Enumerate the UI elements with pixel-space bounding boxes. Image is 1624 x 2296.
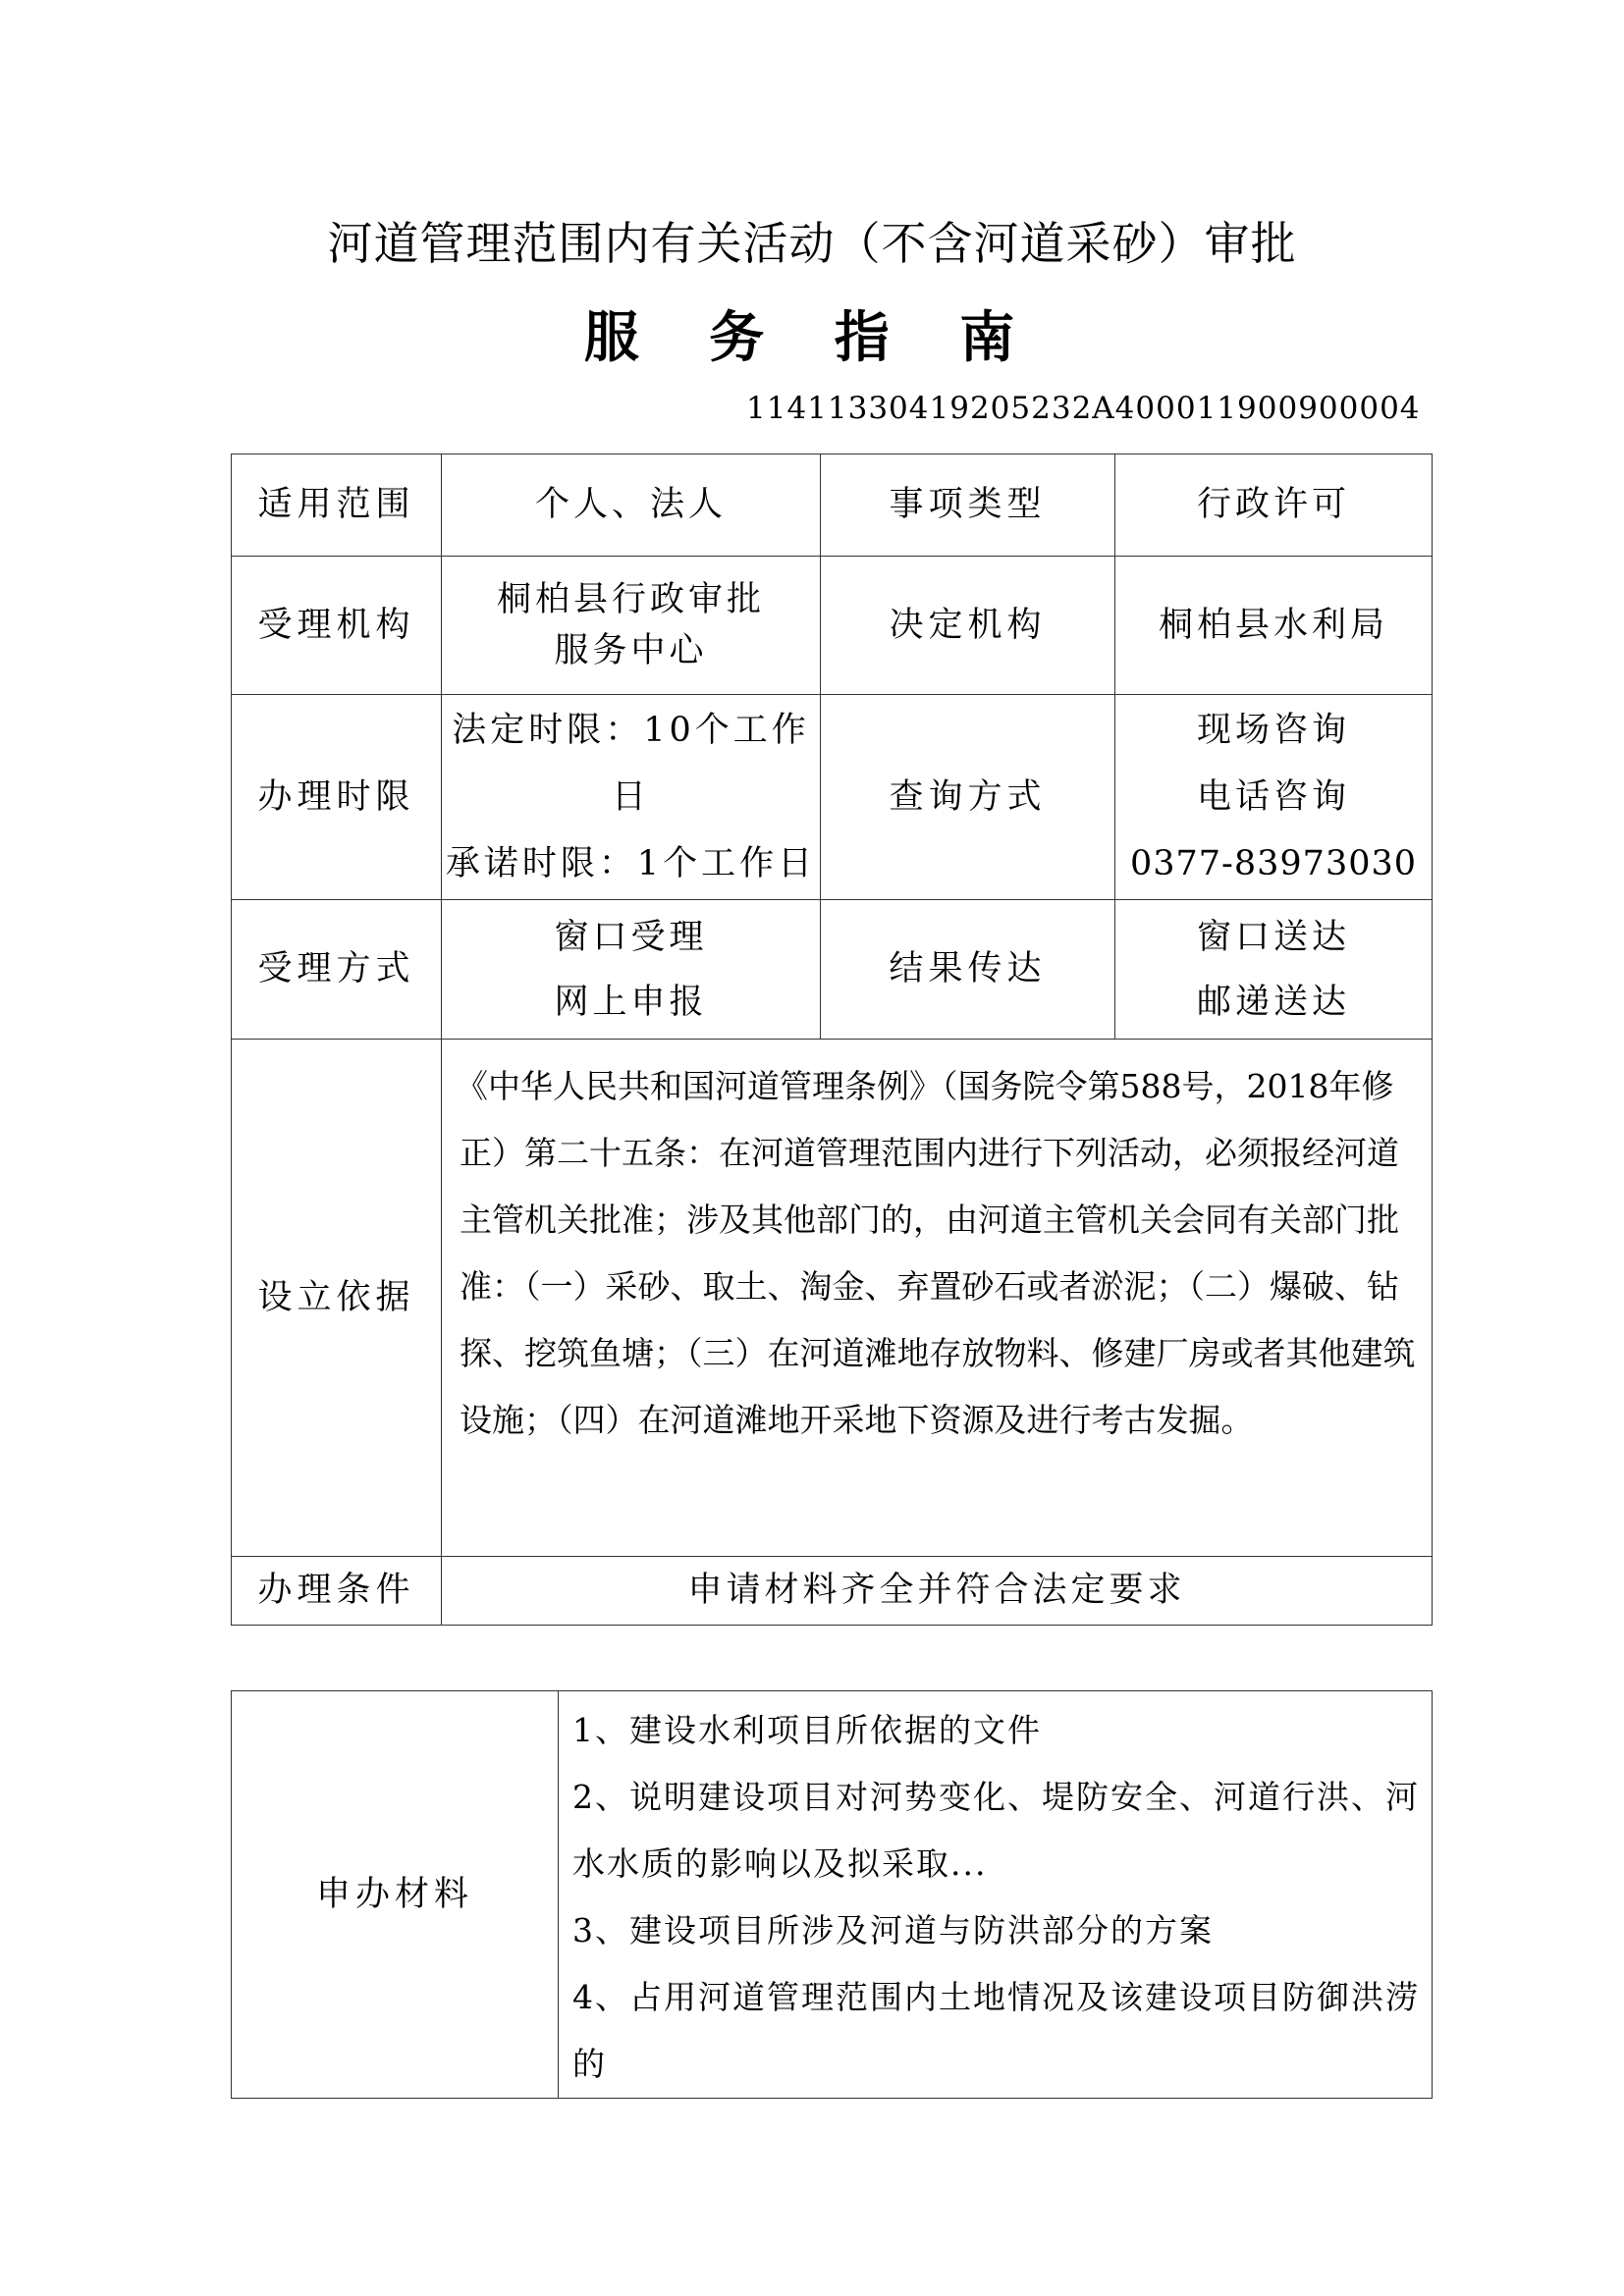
table-row bbox=[232, 900, 1433, 1040]
table-row bbox=[232, 454, 1433, 557]
accept-org-line1: 桐柏县行政审批 bbox=[496, 579, 765, 619]
legal-basis-text: 《中华人民共和国河道管理条例》（国务院令第588号，2018年修正）第二十五条：在河道管理范围内进行下列活动，必须报经河道主管机关批准；涉及其他部门的，由河道主管机关会同有关部门批准：（一）采砂、取土、淘金、弃置砂石或者淤泥；（二）爆破、钻探、挖筑鱼塘；（三）在河道滩地存放物料、修建厂房或者其他建筑设施；（四）在河道滩地开采地下资源及进行考古发掘。 bbox=[442, 1040, 1433, 1557]
conditions-value: 申请材料齐全并符合法定要求 bbox=[442, 1557, 1433, 1626]
service-info-table bbox=[231, 454, 1433, 1626]
materials-table bbox=[231, 1690, 1433, 2099]
query-method-value bbox=[1115, 695, 1433, 900]
time-limit-value bbox=[442, 695, 821, 900]
accept-org-value bbox=[442, 557, 821, 695]
document-subtitle: 服 务 指 南 bbox=[583, 306, 1041, 370]
materials-list bbox=[559, 1691, 1433, 2099]
table-row bbox=[232, 557, 1433, 695]
type-label: 事项类型 bbox=[821, 454, 1115, 557]
result-delivery-value bbox=[1115, 900, 1433, 1040]
list-item: 3、建设项目所涉及河道与防洪部分的方案 bbox=[572, 1911, 1214, 1949]
onsite-consult: 现场咨询 bbox=[1196, 711, 1350, 750]
accept-method-value bbox=[442, 900, 821, 1040]
table-row bbox=[232, 1691, 1433, 2099]
window-accept: 窗口受理 bbox=[554, 917, 708, 957]
window-delivery: 窗口送达 bbox=[1196, 917, 1350, 957]
document-title: 河道管理范围内有关活动（不含河道采砂）审批 bbox=[327, 217, 1297, 270]
type-value: 行政许可 bbox=[1115, 454, 1433, 557]
item-code: 11411330419205232A400011900900004 bbox=[746, 391, 1421, 426]
decide-org-label: 决定机构 bbox=[821, 557, 1115, 695]
list-item: 1、建设水利项目所依据的文件 bbox=[572, 1711, 1042, 1749]
table-row bbox=[232, 1557, 1433, 1626]
mail-delivery: 邮递送达 bbox=[1196, 982, 1350, 1022]
list-item: 2、说明建设项目对河势变化、堤防安全、河道行洪、河水水质的影响以及拟采取... bbox=[572, 1778, 1420, 1883]
decide-org-value: 桐柏县水利局 bbox=[1115, 557, 1433, 695]
phone-consult: 电话咨询 bbox=[1196, 777, 1350, 817]
accept-org-line2: 服务中心 bbox=[554, 631, 708, 670]
accept-org-label: 受理机构 bbox=[232, 557, 442, 695]
accept-method-label: 受理方式 bbox=[232, 900, 442, 1040]
conditions-label: 办理条件 bbox=[232, 1557, 442, 1626]
legal-time-limit: 法定时限：10个工作日 bbox=[452, 711, 810, 817]
phone-number: 0377-83973030 bbox=[1129, 844, 1418, 883]
time-limit-label: 办理时限 bbox=[232, 695, 442, 900]
table-row bbox=[232, 695, 1433, 900]
scope-value: 个人、法人 bbox=[442, 454, 821, 557]
result-delivery-label: 结果传达 bbox=[821, 900, 1115, 1040]
query-method-label: 查询方式 bbox=[821, 695, 1115, 900]
promised-time-limit: 承诺时限：1个工作日 bbox=[445, 844, 817, 883]
online-apply: 网上申报 bbox=[554, 982, 708, 1022]
legal-basis-label: 设立依据 bbox=[232, 1040, 442, 1557]
list-item: 4、占用河道管理范围内土地情况及该建设项目防御洪涝的 bbox=[572, 1978, 1420, 2083]
table-row bbox=[232, 1040, 1433, 1557]
materials-label: 申办材料 bbox=[232, 1691, 559, 2099]
scope-label: 适用范围 bbox=[232, 454, 442, 557]
